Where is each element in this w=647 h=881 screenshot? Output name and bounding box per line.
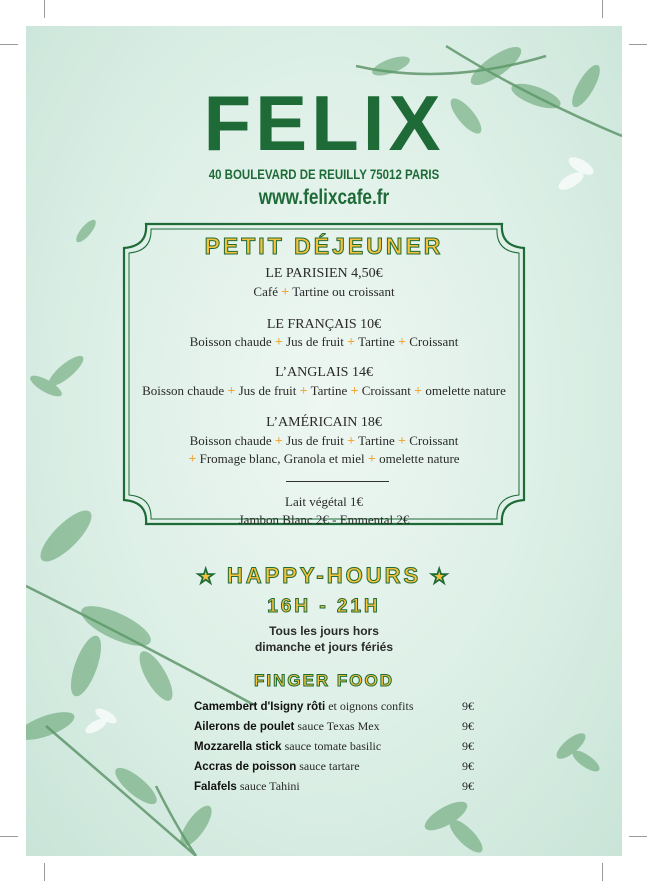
food-item <box>194 719 474 737</box>
brand-logo: FELIX <box>203 79 445 167</box>
food-desc: sauce Texas Mex <box>297 719 380 733</box>
formula-item: omelette nature <box>425 383 506 398</box>
brand-address: 40 BOULEVARD DE REUILLY 75012 PARIS <box>208 166 440 182</box>
formula-item: Jus de fruit <box>286 334 344 349</box>
star-icon: ★ <box>430 566 452 588</box>
formula-item: Jus de fruit <box>238 383 297 398</box>
food-name: Accras de poisson <box>194 761 297 773</box>
breakfast-title: PETIT DÉJEUNER <box>204 233 444 259</box>
brand-website: www.felixcafe.fr <box>258 186 390 209</box>
formula-item: Fromage blanc, Granola et miel <box>199 451 365 466</box>
food-price: 9€ <box>462 699 474 713</box>
formula-heading <box>26 317 622 333</box>
finger-food-title: FINGER FOOD <box>253 671 395 690</box>
formula-heading <box>26 266 622 282</box>
formula-heading <box>26 365 622 381</box>
formula-contents <box>26 383 622 400</box>
crop-mark <box>602 0 603 18</box>
formula-name: L’ANGLAIS <box>275 365 349 380</box>
formula-contents <box>26 334 622 351</box>
food-price: 9€ <box>462 759 474 773</box>
extra-line: Lait végétal 1€ <box>285 494 363 509</box>
plus-icon: + <box>281 285 290 300</box>
plus-icon: + <box>274 335 283 350</box>
plus-icon: + <box>299 384 308 399</box>
food-name: Ailerons de poulet <box>194 721 295 733</box>
happy-hours-note: Tous les jours hors <box>269 624 379 638</box>
formula-price: 4,50€ <box>351 266 383 281</box>
formula-item: Croissant <box>361 383 411 398</box>
plus-icon: + <box>188 452 197 467</box>
crop-mark <box>602 863 603 881</box>
formula-item: Café <box>253 284 278 299</box>
crop-mark <box>0 44 18 45</box>
plus-icon: + <box>398 434 406 449</box>
formula-item: Croissant <box>409 334 459 349</box>
star-icon: ★ <box>196 566 218 588</box>
formula-price: 18€ <box>360 415 382 430</box>
crop-mark <box>0 836 18 837</box>
formula-item: Jus de fruit <box>286 433 344 448</box>
happy-hours-title <box>26 563 622 589</box>
formula-item: Boisson chaude <box>189 334 272 349</box>
food-price: 9€ <box>462 719 474 733</box>
food-name: Camembert d'Isigny rôti <box>194 701 326 713</box>
crop-mark <box>44 0 45 18</box>
food-desc: sauce Tahini <box>239 779 300 793</box>
plus-icon: + <box>274 434 283 449</box>
formula-item: Tartine <box>310 383 348 398</box>
food-item <box>194 779 474 797</box>
formula-item: Croissant <box>409 433 459 448</box>
divider <box>286 481 389 482</box>
plus-icon: + <box>398 335 406 350</box>
menu-page <box>26 26 622 856</box>
food-name: Falafels <box>194 781 237 793</box>
food-item <box>194 759 474 777</box>
formula-name: LE PARISIEN <box>265 266 348 281</box>
formula-contents <box>26 284 622 301</box>
plus-icon: + <box>414 384 423 399</box>
formula-item: omelette nature <box>379 451 460 466</box>
happy-hours-note: dimanche et jours fériés <box>254 640 394 654</box>
plus-icon: + <box>367 452 376 467</box>
formula-item: Boisson chaude <box>189 433 272 448</box>
happy-hours-label: HAPPY-HOURS <box>226 563 422 588</box>
formula-name: L’AMÉRICAIN <box>266 415 358 430</box>
plus-icon: + <box>347 434 356 449</box>
formula-heading <box>26 415 622 431</box>
formula-item: Tartine ou croissant <box>292 284 395 299</box>
food-price: 9€ <box>462 779 474 793</box>
formula-price: 10€ <box>360 317 382 332</box>
crop-mark <box>629 44 647 45</box>
plus-icon: + <box>347 335 356 350</box>
food-name: Mozzarella stick <box>194 741 282 753</box>
crop-mark <box>44 863 45 881</box>
food-price: 9€ <box>462 739 474 753</box>
crop-mark <box>629 836 647 837</box>
plus-icon: + <box>350 384 359 399</box>
happy-hours-time: 16H - 21H <box>267 596 381 617</box>
formula-name: LE FRANÇAIS <box>266 317 357 332</box>
formula-contents <box>26 451 622 468</box>
food-desc: et oignons confits <box>328 699 414 713</box>
food-item <box>194 739 474 757</box>
formula-item: Boisson chaude <box>142 383 225 398</box>
formula-price: 14€ <box>351 365 373 380</box>
formula-item: Tartine <box>358 334 395 349</box>
extra-line: Jambon Blanc 2€ - Emmental 2€ <box>238 512 410 527</box>
formula-item: Tartine <box>358 433 395 448</box>
food-desc: sauce tartare <box>299 759 360 773</box>
food-desc: sauce tomate basilic <box>284 739 382 753</box>
formula-contents <box>26 433 622 450</box>
plus-icon: + <box>227 384 236 399</box>
food-item <box>194 699 474 717</box>
